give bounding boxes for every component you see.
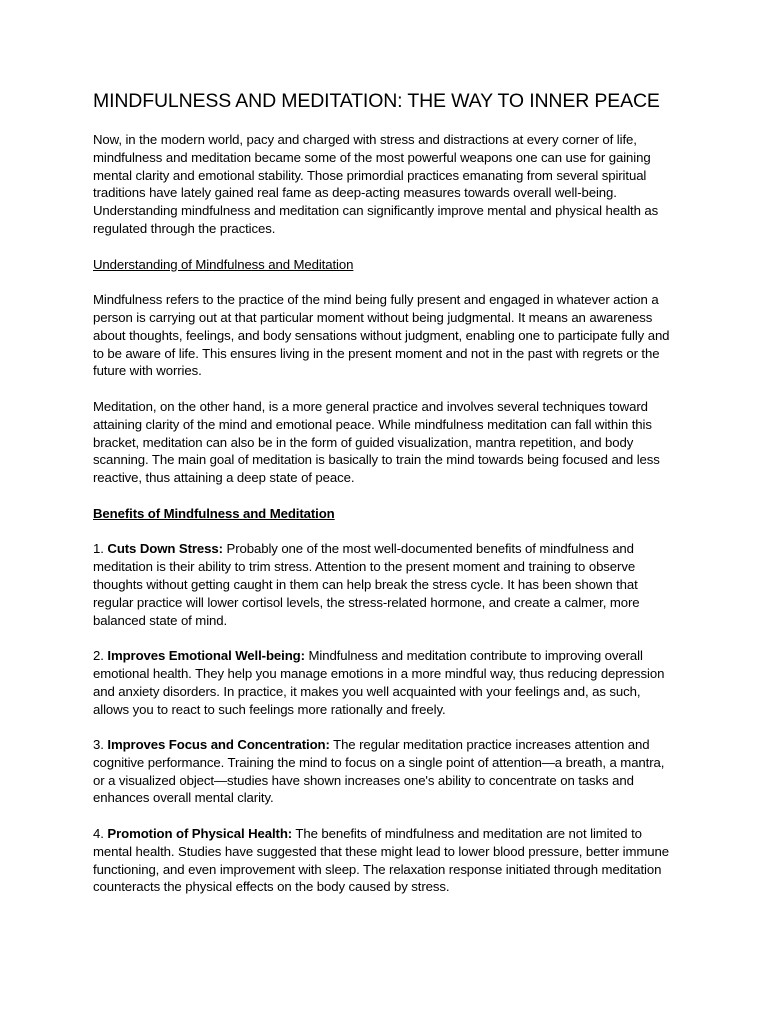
- benefit-item-physical: [93, 825, 677, 896]
- section-heading-benefits: Benefits of Mindfulness and Meditation: [93, 505, 335, 521]
- benefit-number: 3.: [93, 737, 104, 753]
- benefit-title: Promotion of Physical Health:: [107, 826, 293, 842]
- benefit-text: Mindfulness and meditation contribute to improving overall emotional health. They help you manage emotions in a more mindful way, thus reducing depression and anxiety disorders. In practice, it makes you well acquainted with your feelings and, as such, allows you to react to such feelings more rationally and freely.: [93, 648, 665, 717]
- benefit-title: Improves Emotional Well-being:: [107, 648, 305, 664]
- benefit-number: 1.: [93, 541, 104, 557]
- meditation-paragraph: Meditation, on the other hand, is a more general practice and involves several techniques toward attaining clarity of the mind and emotional peace. While mindfulness meditation can fall within this bracket, meditation can also be in the form of guided visualization, mantra repetition, and body scanning. The main goal of meditation is basically to train the mind towards being focused and less reactive, thus attaining a deep state of peace.: [93, 398, 660, 486]
- benefit-item-focus: [93, 736, 677, 807]
- benefit-item-emotional: [93, 647, 677, 718]
- benefit-item-stress: [93, 540, 677, 629]
- benefit-title: Cuts Down Stress:: [107, 541, 223, 557]
- benefit-number: 2.: [93, 648, 104, 664]
- benefit-title: Improves Focus and Concentration:: [107, 737, 330, 753]
- mindfulness-paragraph: Mindfulness refers to the practice of the mind being fully present and engaged in whatever action a person is carrying out at that particular moment without being judgmental. It means an awareness about thoughts, feelings, and body sensations without judgment, enabling one to participate fully and to be aware of life. This ensures living in the present moment and not in the past with regrets or the future with worries.: [93, 292, 670, 379]
- section-heading-understanding: Understanding of Mindfulness and Meditation: [93, 256, 354, 272]
- intro-paragraph: Now, in the modern world, pacy and charged with stress and distractions at every corner of life, mindfulness and meditation became some of the most powerful weapons one can use for gaining mental clarity and emotional stability. Those primordial practices emanating from several spiritual traditions have lately gained real fame as deep-acting measures towards overall well-being. Understanding mindfulness and meditation can significantly improve mental and physical health as regulated through the practices.: [93, 132, 659, 236]
- benefit-number: 4.: [93, 826, 104, 842]
- benefit-text: The regular meditation practice increases attention and cognitive performance. Training the mind to focus on a single point of attention—a breath, a mantra, or a visualized object—studies have shown increases one's ability to concentrate on tasks and enhances overall mental clarity.: [93, 737, 665, 806]
- document-body: [93, 88, 677, 914]
- benefit-text: Probably one of the most well-documented benefits of mindfulness and meditation is their ability to trim stress. Attention to the present moment and training to observe thoughts without getting caught in them can help break the stress cycle. It has been shown that regular practice will lower cortisol levels, the stress-related hormone, and create a calmer, more balanced state of mind.: [93, 541, 640, 628]
- document-title: MINDFULNESS AND MEDITATION: THE WAY TO INNER PEACE: [93, 90, 660, 112]
- benefit-text: The benefits of mindfulness and meditation are not limited to mental health. Studies have suggested that these might lead to lower blood pressure, better immune functioning, and even improvement with sleep. The relaxation response initiated through meditation counteracts the physical effects on the body caused by stress.: [93, 826, 669, 895]
